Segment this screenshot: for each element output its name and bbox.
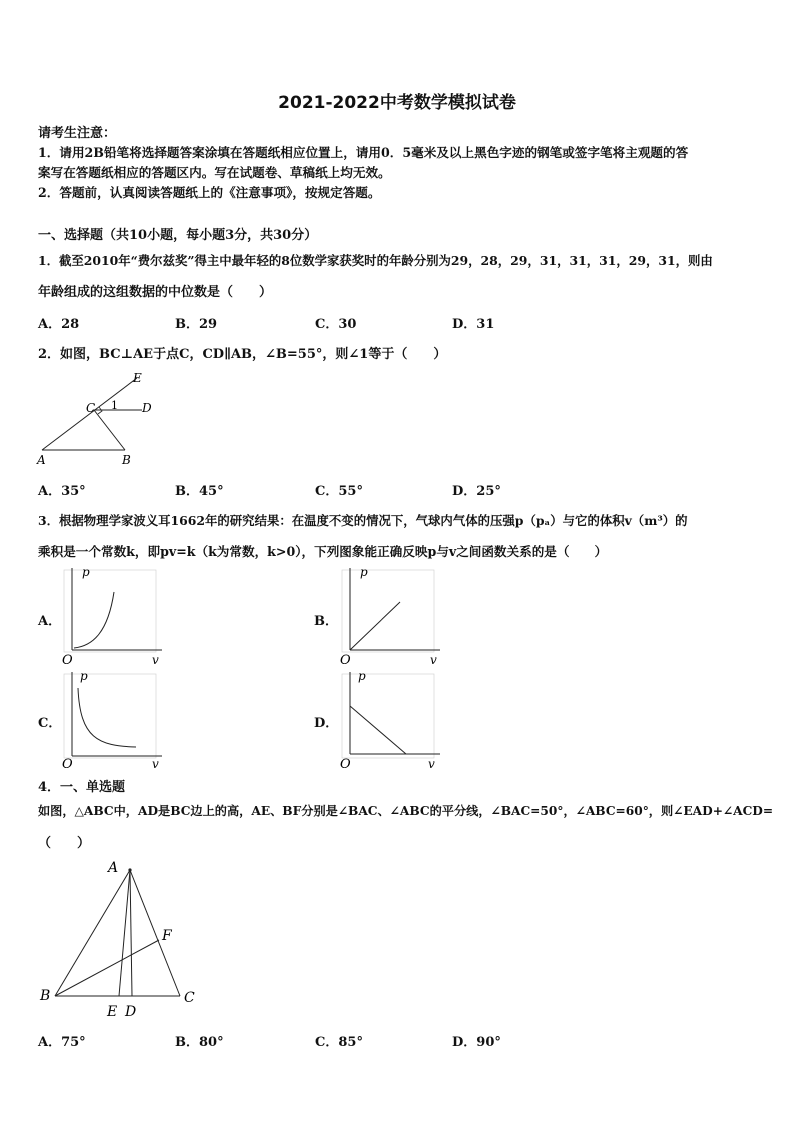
q2-label-d: D — [142, 401, 152, 415]
q4-options — [38, 1031, 738, 1049]
q1-option-d: D．31 — [452, 317, 495, 332]
q1-stem-line2: 年龄组成的这组数据的中位数是（ ） — [38, 285, 273, 300]
q4-label-c: C — [184, 990, 195, 1006]
q3-stem-line1: 3．根据物理学家波义耳1662年的研究结果：在温度不变的情况下，气球内气体的压强p（pₐ）与它的体积v（m³）的 — [38, 513, 688, 528]
q3-graph-d — [336, 668, 446, 774]
q2-option-b: B．45° — [175, 484, 224, 499]
q2-options — [38, 480, 738, 498]
q3-graph-c — [58, 668, 168, 772]
q3-option-d-label: D． — [314, 716, 339, 731]
q2-label-c: C — [86, 401, 96, 415]
q3a-axis-v: v — [152, 653, 159, 667]
q1-option-b: B．29 — [175, 317, 218, 332]
q4-option-d: D．90° — [452, 1035, 501, 1050]
q4-header: 4．一、单选题 — [38, 780, 126, 795]
q4-label-f: F — [162, 928, 172, 944]
q4-figure — [34, 852, 214, 1022]
q2-option-c: C．55° — [315, 484, 363, 499]
notice-line-1b: 案写在答题纸相应的答题区内。写在试题卷、草稿纸上均无效。 — [38, 165, 391, 180]
q3-option-a-label: A． — [38, 614, 62, 629]
q2-label-a: A — [37, 453, 46, 467]
notice-heading: 请考生注意： — [38, 126, 117, 141]
q4-label-d: D — [125, 1004, 137, 1020]
q3-option-b-label: B． — [314, 614, 338, 629]
q4-label-b: B — [40, 988, 51, 1004]
q3d-axis-v: v — [428, 757, 435, 771]
q3a-axis-p: p — [82, 565, 90, 579]
q3c-axis-v: v — [152, 757, 159, 771]
page-title: 2021-2022中考数学模拟试卷 — [278, 93, 516, 113]
q2-option-d: D．25° — [452, 484, 501, 499]
q3b-origin: O — [340, 653, 351, 668]
q3a-origin: O — [62, 653, 73, 668]
q4-label-a: A — [108, 860, 119, 876]
q3c-origin: O — [62, 757, 73, 772]
q3-option-c-label: C． — [38, 716, 62, 731]
q1-stem-line1: 1．截至2010年“费尔兹奖”得主中最年轻的8位数学家获奖时的年龄分别为29，28，29，31，31，31，29，31，则由 — [38, 253, 713, 268]
q4-option-a: A．75° — [38, 1035, 86, 1050]
q3d-origin: O — [340, 757, 351, 772]
notice-line-2: 2．答题前，认真阅读答题纸上的《注意事项》，按规定答题。 — [38, 185, 381, 200]
q4-stem-line1: 如图，△ABC中，AD是BC边上的高，AE、BF分别是∠BAC、∠ABC的平分线，∠BAC=50°，∠ABC=60°，则∠EAD+∠ACD= — [38, 804, 774, 818]
q4-label-e: E — [107, 1004, 118, 1020]
q1-options — [38, 313, 738, 331]
section-heading: 一、选择题（共10小题，每小题3分，共30分） — [38, 228, 318, 243]
q2-stem: 2．如图，BC⊥AE于点C，CD∥AB，∠B=55°，则∠1等于（ ） — [38, 347, 447, 362]
q2-label-e: E — [133, 371, 142, 385]
q3-graph-a — [58, 562, 168, 668]
q2-option-a: A．35° — [38, 484, 86, 499]
q4-stem-line2: （ ） — [38, 836, 91, 851]
q3c-axis-p: p — [80, 669, 88, 683]
q3d-axis-p: p — [358, 669, 366, 683]
q2-label-b: B — [122, 453, 131, 467]
q3b-axis-p: p — [360, 565, 368, 579]
q3-stem-line2: 乘积是一个常数k，即pv=k（k为常数，k>0），下列图象能正确反映p与v之间函数关系的是（ ） — [38, 544, 608, 559]
q4-option-b: B．80° — [175, 1035, 224, 1050]
q2-label-1: 1 — [111, 399, 118, 412]
q4-option-c: C．85° — [315, 1035, 363, 1050]
q3b-axis-v: v — [430, 653, 437, 667]
q1-option-c: C．30 — [315, 317, 357, 332]
q1-option-a: A．28 — [38, 317, 80, 332]
q2-figure — [30, 368, 170, 470]
notice-line-1a: 1．请用2B铅笔将选择题答案涂填在答题纸相应位置上，请用0．5毫米及以上黑色字迹的钢笔或签字笔将主观题的答 — [38, 145, 689, 160]
q3-graph-b — [336, 562, 446, 668]
